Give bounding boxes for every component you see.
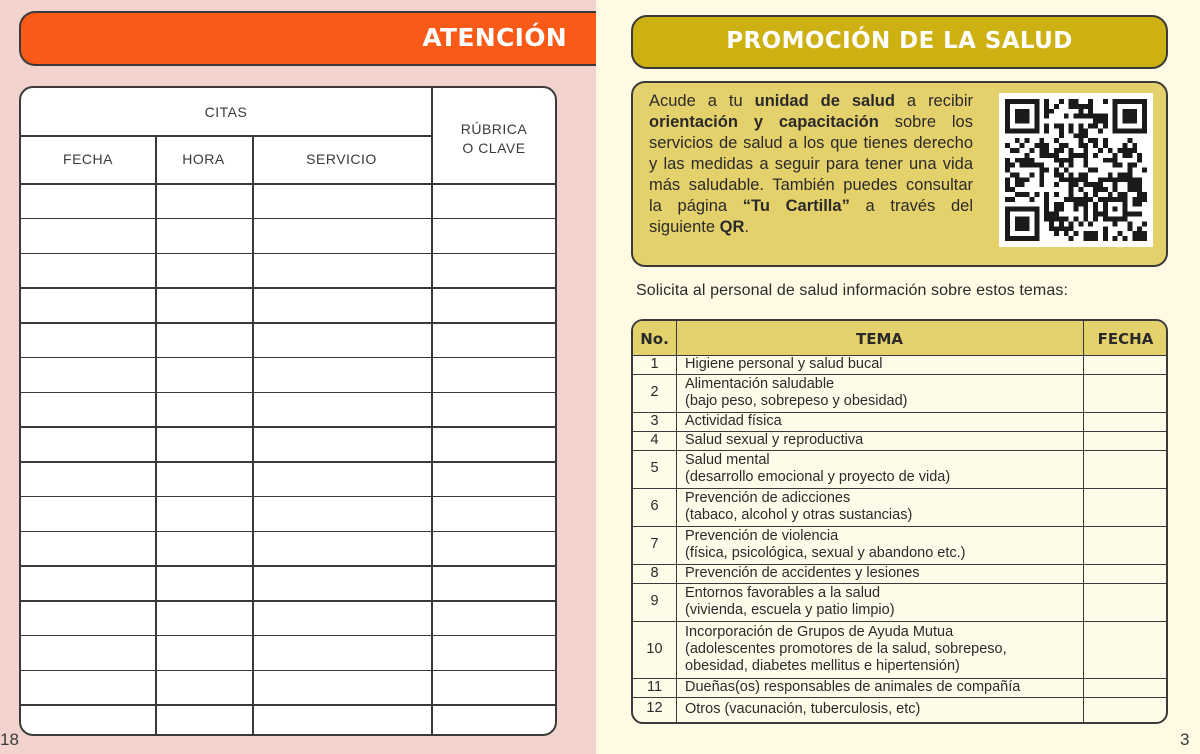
cita-cell-rubrica[interactable]: [433, 324, 555, 356]
tema-text: [685, 356, 1085, 373]
tema-number: 12: [646, 700, 663, 716]
cita-cell-rubrica[interactable]: [433, 602, 555, 634]
promocion-banner: [631, 15, 1168, 69]
tema-text-line: (tabaco, alcohol y otras sustancias): [685, 507, 913, 523]
cita-cell-servicio[interactable]: [254, 463, 429, 495]
col-servicio-header: SERVICIO: [306, 151, 377, 167]
tema-fecha-cell[interactable]: [1085, 680, 1165, 696]
cita-cell-hora[interactable]: [157, 324, 250, 356]
cita-cell-rubrica[interactable]: [433, 672, 555, 704]
tema-text-line: Prevención de adicciones: [685, 490, 851, 506]
cita-cell-hora[interactable]: [157, 567, 250, 599]
cita-cell-fecha[interactable]: [23, 567, 153, 599]
col-no-header: No.: [640, 330, 669, 348]
tema-number: 5: [650, 460, 659, 476]
tema-text-line: Prevención de violencia: [685, 528, 839, 544]
info-text-part: a recibir: [894, 92, 973, 110]
tema-number: 1: [650, 355, 659, 372]
tema-fecha-cell[interactable]: [1085, 376, 1165, 411]
tema-number: 10: [646, 640, 663, 657]
cita-cell-servicio[interactable]: [254, 672, 429, 704]
tema-fecha-cell[interactable]: [1085, 357, 1165, 373]
cita-cell-servicio[interactable]: [254, 289, 429, 321]
tema-text: [685, 679, 1085, 696]
citas-table: [19, 86, 557, 736]
cita-cell-fecha[interactable]: [23, 289, 153, 321]
divider: [21, 135, 431, 137]
tema-text: [685, 624, 1085, 675]
cita-cell-fecha[interactable]: [23, 602, 153, 634]
col-fecha-header: FECHA: [1097, 330, 1154, 348]
cita-cell-rubrica[interactable]: [433, 498, 555, 530]
cita-cell-fecha[interactable]: [23, 324, 153, 356]
cita-cell-servicio[interactable]: [254, 567, 429, 599]
cita-cell-hora[interactable]: [157, 359, 250, 391]
cita-cell-rubrica[interactable]: [433, 428, 555, 460]
cita-cell-hora[interactable]: [157, 602, 250, 634]
cita-cell-fecha[interactable]: [23, 220, 153, 252]
cita-cell-fecha[interactable]: [23, 637, 153, 669]
page-number-left: 18: [0, 730, 19, 749]
cita-cell-rubrica[interactable]: [433, 255, 555, 287]
tema-text-line: (desarrollo emocional y proyecto de vida): [685, 469, 951, 485]
tema-text-line: Salud mental: [685, 452, 770, 468]
tema-text: [685, 701, 1085, 718]
cita-cell-servicio[interactable]: [254, 359, 429, 391]
cita-cell-servicio[interactable]: [254, 498, 429, 530]
tema-text-line: Otros (vacunación, tuberculosis, etc): [685, 700, 921, 717]
col-tema-header: TEMA: [855, 330, 903, 348]
right-page: [596, 0, 1200, 754]
citas-header: CITAS: [204, 104, 248, 120]
tema-text-line: (vivienda, escuela y patio limpio): [685, 602, 895, 618]
cita-cell-fecha[interactable]: [23, 533, 153, 565]
cita-cell-hora[interactable]: [157, 637, 250, 669]
tema-text-line: obesidad, diabetes mellitus e hipertensión): [685, 658, 960, 674]
tema-text: [685, 490, 1085, 524]
table-row-divider: [21, 704, 555, 706]
tema-text: [685, 376, 1085, 410]
tema-text: [685, 528, 1085, 562]
info-text-part: sobre los servicios de salud a los que tienes derecho y las medidas a seguir para tener una vida más saludable. También puedes consultar la página: [649, 113, 973, 215]
info-text-part: a través del siguiente: [649, 197, 973, 236]
tema-text-line: Prevención de accidentes y lesiones: [685, 565, 920, 581]
col-fecha-header: FECHA: [63, 151, 113, 167]
tema-text-line: (física, psicológica, sexual y abandono etc.): [685, 545, 966, 561]
cita-cell-hora[interactable]: [157, 672, 250, 704]
cita-cell-fecha[interactable]: [23, 463, 153, 495]
cita-cell-hora[interactable]: [157, 533, 250, 565]
tema-text-line: Dueñas(os) responsables de animales de compañía: [685, 679, 1021, 695]
tema-fecha-cell[interactable]: [1085, 452, 1165, 487]
tema-number: 8: [650, 564, 659, 581]
cita-cell-rubrica[interactable]: [433, 533, 555, 565]
info-bold-tu-cartilla[interactable]: “Tu Cartilla”: [742, 197, 850, 215]
tema-text-line: (bajo peso, sobrepeso y obesidad): [685, 393, 908, 409]
cita-cell-rubrica[interactable]: [433, 463, 555, 495]
cita-cell-fecha[interactable]: [23, 185, 153, 217]
info-bold-unidad: unidad de salud: [754, 92, 895, 110]
promocion-title: PROMOCIÓN DE LA SALUD: [726, 28, 1073, 54]
tema-number: 3: [650, 412, 659, 429]
cita-cell-fecha[interactable]: [23, 359, 153, 391]
info-text-part: Acude a tu: [649, 92, 755, 110]
cita-cell-servicio[interactable]: [254, 185, 429, 217]
tema-fecha-cell[interactable]: [1085, 490, 1165, 525]
cita-cell-rubrica[interactable]: [433, 394, 555, 426]
cita-cell-servicio[interactable]: [254, 324, 429, 356]
col-hora-header: HORA: [182, 151, 225, 167]
cita-cell-hora[interactable]: [157, 428, 250, 460]
tema-text: [685, 585, 1085, 619]
tema-text: [685, 565, 1085, 582]
cita-cell-servicio[interactable]: [254, 394, 429, 426]
cita-cell-hora[interactable]: [157, 289, 250, 321]
cita-cell-rubrica[interactable]: [433, 220, 555, 252]
tema-fecha-cell[interactable]: [1085, 699, 1165, 720]
temas-header-row: [633, 321, 1166, 355]
cita-cell-servicio[interactable]: [254, 602, 429, 634]
tema-number: 11: [646, 678, 663, 695]
cita-cell-fecha[interactable]: [23, 394, 153, 426]
tema-fecha-cell[interactable]: [1085, 623, 1165, 677]
qr-code-icon[interactable]: [999, 93, 1153, 247]
tema-number: 7: [650, 536, 659, 552]
cita-cell-rubrica[interactable]: [433, 185, 555, 217]
tema-text-line: Salud sexual y reproductiva: [685, 432, 864, 448]
left-page: [0, 0, 596, 754]
cita-cell-servicio[interactable]: [254, 428, 429, 460]
cita-cell-servicio[interactable]: [254, 637, 429, 669]
tema-text-line: Entornos favorables a la salud: [685, 585, 881, 601]
tema-fecha-cell[interactable]: [1085, 566, 1165, 582]
divider: [676, 321, 677, 722]
atencion-banner: [19, 11, 609, 66]
info-text-part: .: [744, 218, 749, 236]
cita-cell-fecha[interactable]: [23, 428, 153, 460]
cita-cell-servicio[interactable]: [254, 533, 429, 565]
tema-text: [685, 413, 1085, 430]
tema-text-line: Actividad física: [685, 413, 782, 429]
cita-cell-hora[interactable]: [157, 394, 250, 426]
tema-text-line: Incorporación de Grupos de Ayuda Mutua: [685, 624, 954, 640]
info-bold-qr: QR: [719, 218, 745, 236]
cita-cell-hora[interactable]: [157, 185, 250, 217]
info-bold-orientacion: orientación y capacitación: [649, 113, 879, 131]
cita-cell-fecha[interactable]: [23, 672, 153, 704]
info-box: [631, 81, 1168, 267]
cita-cell-hora[interactable]: [157, 220, 250, 252]
cita-cell-fecha[interactable]: [23, 255, 153, 287]
tema-number: 2: [650, 384, 659, 400]
tema-fecha-cell[interactable]: [1085, 414, 1165, 430]
rubrica-line2: O CLAVE: [462, 140, 526, 156]
tema-number: 6: [650, 498, 659, 514]
atencion-title: ATENCIÓN: [422, 23, 567, 52]
cita-cell-rubrica[interactable]: [433, 637, 555, 669]
tema-fecha-cell[interactable]: [1085, 433, 1165, 449]
cita-cell-rubrica[interactable]: [433, 359, 555, 391]
tema-text-line: (adolescentes promotores de la salud, sobrepeso,: [685, 641, 1007, 657]
divider: [1083, 321, 1084, 722]
page-number-right: 3: [1180, 730, 1190, 749]
tema-text-line: Higiene personal y salud bucal: [685, 356, 883, 372]
tema-text: [685, 452, 1085, 486]
cita-cell-servicio[interactable]: [254, 220, 429, 252]
tema-text-line: Alimentación saludable: [685, 376, 835, 392]
cita-cell-rubrica[interactable]: [433, 289, 555, 321]
temas-table: [631, 319, 1168, 724]
rubrica-line1: RÚBRICA: [460, 121, 528, 137]
col-rubrica-header: [431, 120, 557, 158]
solicita-text: Solicita al personal de salud información sobre estos temas:: [636, 282, 1068, 299]
tema-fecha-cell[interactable]: [1085, 585, 1165, 620]
tema-fecha-cell[interactable]: [1085, 528, 1165, 563]
cita-cell-fecha[interactable]: [23, 498, 153, 530]
cita-cell-servicio[interactable]: [254, 255, 429, 287]
cita-cell-hora[interactable]: [157, 463, 250, 495]
tema-text: [685, 432, 1085, 449]
cita-cell-hora[interactable]: [157, 255, 250, 287]
tema-number: 9: [650, 593, 659, 609]
tema-number: 4: [650, 431, 659, 448]
cita-cell-hora[interactable]: [157, 498, 250, 530]
info-text: [649, 91, 973, 238]
cita-cell-rubrica[interactable]: [433, 567, 555, 599]
